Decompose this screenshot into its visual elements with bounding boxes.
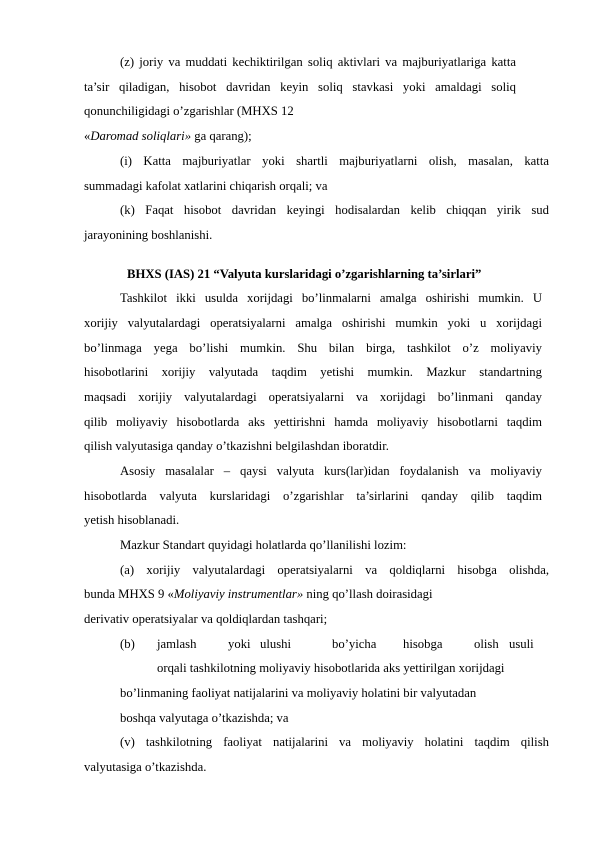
para-main-line-3: yetish hisoblanadi. [84, 513, 180, 527]
para-b-word-3: ulushi [260, 637, 292, 651]
para-z-line-2: ta’sir qiladigan, hisobot davridan keyin soliq stavkasi yoki amaldagi soliq [84, 80, 516, 94]
para-intro-line-6: qilib moliyaviy hisobotlarda aks yettirishni hamda moliyaviy hisobotlarni taqdim [84, 415, 542, 429]
para-main-line-2: hisobotlarda valyuta kurslaridagi o’zgarishlar ta’sirlarini qanday qilib taqdim [84, 489, 542, 503]
para-v-line-2: valyutasiga o’tkazishda. [84, 760, 207, 774]
para-k-line-2: jarayonining boshlanishi. [84, 228, 213, 242]
para-b-line-4: boshqa valyutaga o’tkazishda; va [120, 711, 289, 725]
para-intro-line-1: Tashkilot ikki usulda xorijdagi bo’linmalarni amalga oshirishi mumkin. U [120, 291, 542, 305]
para-z-italic-title: Daromad soliqlari» [90, 129, 192, 143]
section-heading: BHXS (IAS) 21 “Valyuta kurslaridagi o’zgarishlarning ta’sirlari” [127, 267, 482, 281]
para-a-line-2 [84, 586, 433, 602]
para-z-line-3: qonunchiligidagi o’zgarishlar (MHXS 12 [84, 104, 294, 118]
para-a-line-1: (a) xorijiy valyutalardagi operatsiyalarni va qoldiqlarni hisobga olishda, [120, 563, 549, 577]
para-intro-line-5: maqsadi xorijiy valyutalardagi operatsiyalarni va xorijdagi bo’linmani qanday [84, 390, 542, 404]
para-i-line-1: (i) Katta majburiyatlar yoki shartli majburiyatlarni olish, masalan, katta [120, 154, 549, 168]
para-intro-line-3: bo’linmaga yega bo’lishi mumkin. Shu bilan birga, tashkilot o’z moliyaviy [84, 341, 542, 355]
para-z-line-1: (z) joriy va muddati kechiktirilgan soliq aktivlari va majburiyatlariga katta [120, 55, 516, 69]
para-v-line-1: (v) tashkilotning faoliyat natijalarini va moliyaviy holatini taqdim qilish [120, 735, 549, 749]
para-b-line-2: orqali tashkilotning moliyaviy hisobotlarida aks yettirilgan xorijdagi [157, 661, 505, 675]
para-z-line-4 [84, 128, 252, 144]
para-a-line-2-pre: bunda MHXS 9 « [84, 587, 174, 601]
para-z-quote-open: « [84, 129, 91, 143]
para-b-word-1: jamlash [157, 637, 197, 651]
para-a-line-2-post: ning qo’llash doirasidagi [303, 587, 433, 601]
para-i-line-2: summadagi kafolat xatlarini chiqarish orqali; va [84, 179, 328, 193]
para-intro-line-2: xorijiy valyutalardagi operatsiyalarni amalga oshirishi mumkin yoki u xorijdagi [84, 316, 542, 330]
para-a-line-3: derivativ operatsiyalar va qoldiqlardan tashqari; [84, 612, 328, 626]
para-intro-line-4: hisobotlarini xorijiy valyutada taqdim yetishi mumkin. Mazkur standartning [84, 365, 542, 379]
para-b-word-4: bo’yicha [332, 637, 377, 651]
para-scope: Mazkur Standart quyidagi holatlarda qo’llanilishi lozim: [120, 538, 407, 552]
para-z-line-4-rest: ga qarang); [191, 129, 252, 143]
para-b-line-3: bo’linmaning faoliyat natijalarini va moliyaviy holatini bir valyutadan [120, 686, 477, 700]
para-b-label: (b) [120, 637, 135, 651]
para-k-line-1: (k) Faqat hisobot davridan keyingi hodisalardan kelib chiqqan yirik sud [120, 203, 549, 217]
para-b-word-6: olish [474, 637, 499, 651]
para-b-word-5: hisobga [403, 637, 443, 651]
para-b-word-7: usuli [509, 637, 534, 651]
para-main-line-1: Asosiy masalalar – qaysi valyuta kurs(lar)idan foydalanish va moliyaviy [120, 464, 542, 478]
para-b-word-2: yoki [228, 637, 251, 651]
para-intro-line-7: qilish valyutasiga qanday o’tkazishni belgilashdan iboratdir. [84, 439, 389, 453]
para-a-italic-title: Moliyaviy instrumentlar» [173, 587, 304, 601]
